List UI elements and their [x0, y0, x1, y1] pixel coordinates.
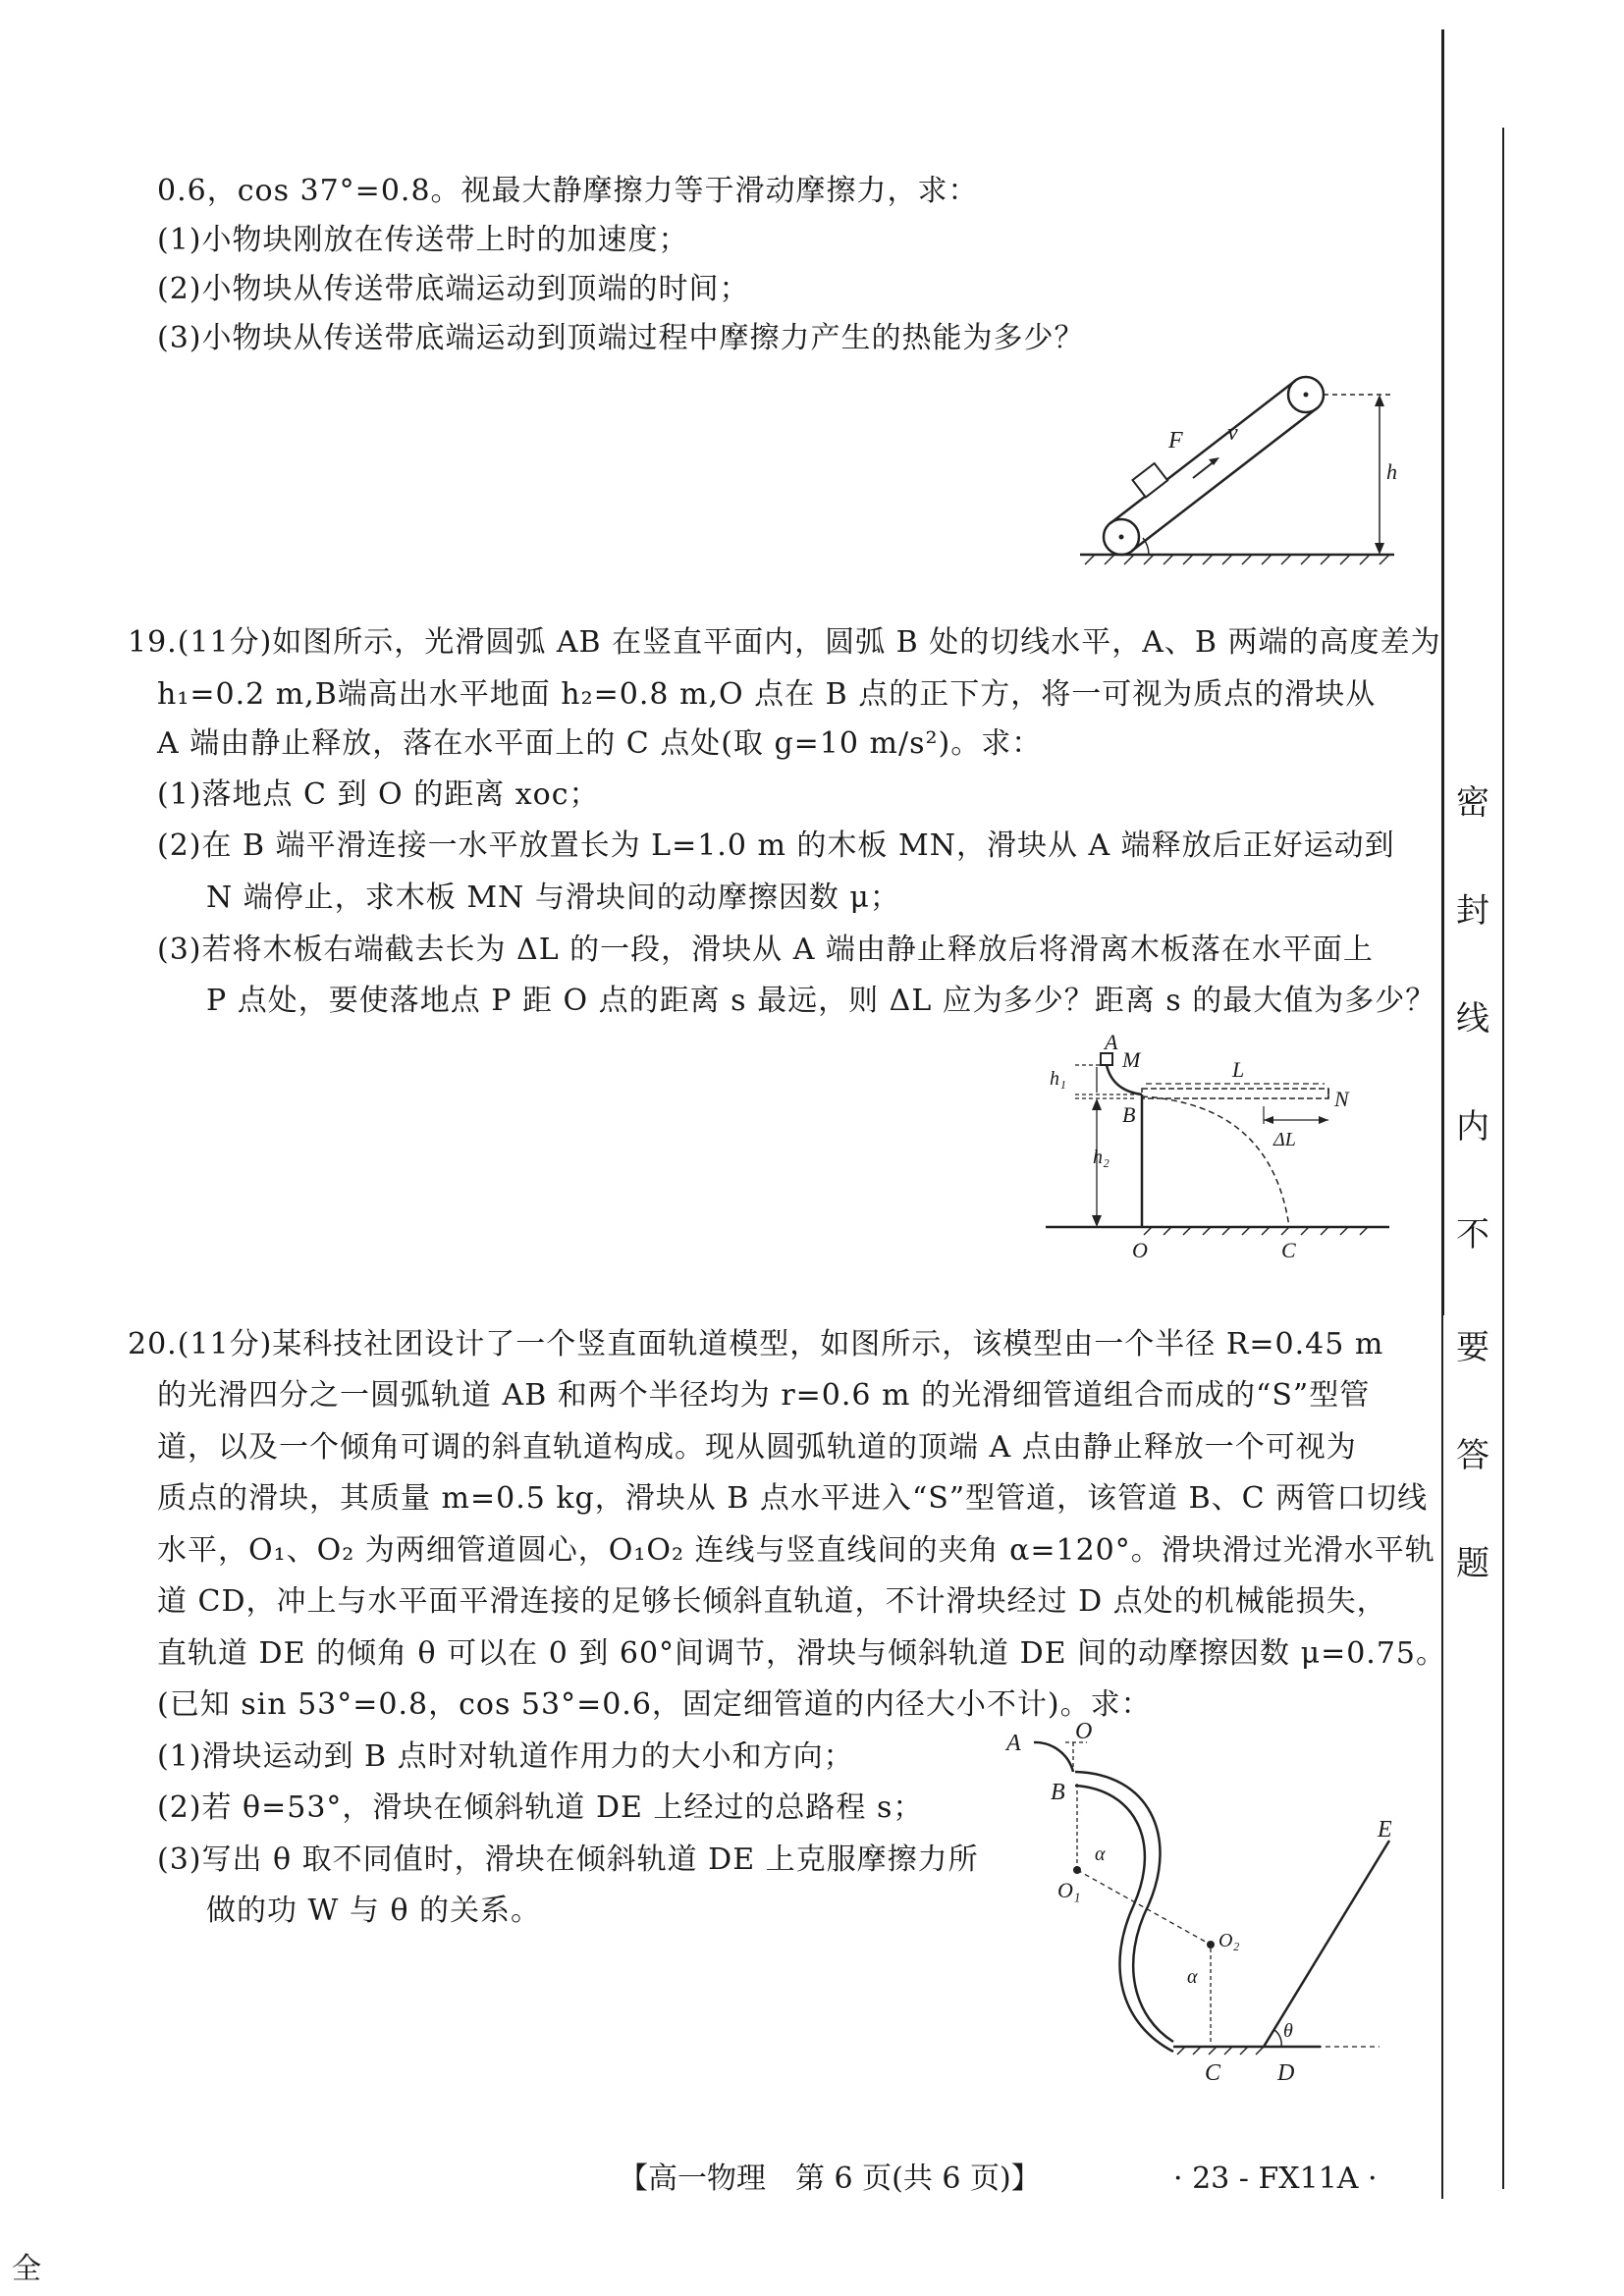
- label-B: B: [1122, 1102, 1136, 1127]
- q18-line-1: 0.6，cos 37°=0.8。视最大静摩擦力等于滑动摩擦力，求：: [157, 174, 979, 208]
- seal-char-3: 线: [1456, 999, 1489, 1039]
- label-A: A: [1105, 1030, 1118, 1054]
- label-v: v: [1227, 420, 1238, 446]
- arc-board-figure: [1036, 1026, 1399, 1266]
- s-track-figure: [997, 1713, 1429, 2096]
- label-M: M: [1122, 1047, 1141, 1072]
- label-O1: O₁: [1057, 1878, 1081, 1902]
- footer-corner-char: 全: [12, 2252, 41, 2286]
- label-h: h: [1386, 459, 1397, 484]
- q19-line-1: 19.(11分)如图所示，光滑圆弧 AB 在竖直平面内，圆弧 B 处的切线水平，A、B 两端的高度差为: [128, 625, 1441, 660]
- q19-line-7: (3)若将木板右端截去长为 ΔL 的一段，滑块从 A 端由静止释放后将滑离木板落在水平面上: [157, 933, 1374, 967]
- label-deltaL: ΔL: [1273, 1129, 1296, 1150]
- q20-line-8: (已知 sin 53°=0.8，cos 53°=0.6，固定细管道的内径大小不计)。求：: [157, 1687, 1152, 1722]
- label-alpha-1: α: [1095, 1843, 1106, 1865]
- seal-char-8: 题: [1456, 1544, 1489, 1583]
- conveyor-belt-figure: [1070, 363, 1404, 569]
- q19-line-5: (2)在 B 端平滑连接一水平放置长为 L=1.0 m 的木板 MN，滑块从 A 端释放后正好运动到: [157, 828, 1395, 863]
- q19-line-8: P 点处，要使落地点 P 距 O 点的距离 s 最远，则 ΔL 应为多少？距离 s 的最大值为多少？: [206, 984, 1436, 1018]
- seal-char-6: 要: [1456, 1328, 1489, 1367]
- label-O: O: [1075, 1719, 1093, 1744]
- q20-line-1: 20.(11分)某科技社团设计了一个竖直面轨道模型，如图所示，该模型由一个半径 R=0.45 m: [128, 1327, 1384, 1362]
- label-D: D: [1277, 2060, 1295, 2086]
- label-C: C: [1281, 1238, 1296, 1262]
- label-A: A: [1006, 1731, 1021, 1756]
- label-E: E: [1378, 1817, 1392, 1842]
- q20-line-4: 质点的滑块，其质量 m=0.5 kg，滑块从 B 点水平进入“S”型管道，该管道 B、C 两管口切线: [157, 1481, 1429, 1516]
- label-h1: h₁: [1050, 1068, 1066, 1090]
- q20-line-11: (3)写出 θ 取不同值时，滑块在倾斜轨道 DE 上克服摩擦力所: [157, 1842, 979, 1877]
- q18-line-4: (3)小物块从传送带底端运动到顶端过程中摩擦力产生的热能为多少？: [157, 321, 1085, 355]
- q20-line-6: 道 CD，冲上与水平面平滑连接的足够长倾斜直轨道，不计滑块经过 D 点处的机械能损失，: [157, 1584, 1387, 1619]
- q20-line-5: 水平，O₁、O₂ 为两细管道圆心，O₁O₂ 连线与竖直线间的夹角 α=120°。滑块滑过光滑水平轨: [157, 1533, 1435, 1568]
- q20-line-9: (1)滑块运动到 B 点时对轨道作用力的大小和方向；: [157, 1739, 854, 1774]
- q20-line-2: 的光滑四分之一圆弧轨道 AB 和两个半径均为 r=0.6 m 的光滑细管道组合而成的“S”型管: [157, 1378, 1371, 1413]
- label-C: C: [1205, 2060, 1221, 2086]
- label-N: N: [1334, 1087, 1349, 1111]
- q19-line-2: h₁=0.2 m,B端高出水平地面 h₂=0.8 m,O 点在 B 点的正下方，将一可视为质点的滑块从: [157, 677, 1377, 712]
- label-theta: θ: [1283, 2020, 1293, 2042]
- q19-line-4: (1)落地点 C 到 O 的距离 xoc；: [157, 777, 600, 812]
- label-alpha-2: α: [1187, 1966, 1198, 1988]
- label-O2: O₂: [1218, 1930, 1240, 1951]
- label-O: O: [1132, 1238, 1148, 1262]
- q19-line-6: N 端停止，求木板 MN 与滑块间的动摩擦因数 μ；: [206, 881, 900, 915]
- seal-char-4: 内: [1456, 1107, 1489, 1147]
- binding-line-right: [1502, 128, 1504, 2189]
- label-L: L: [1232, 1057, 1245, 1082]
- q20-line-3: 道，以及一个倾角可调的斜直轨道构成。现从圆弧轨道的顶端 A 点由静止释放一个可视为: [157, 1430, 1357, 1465]
- seal-char-5: 不: [1456, 1215, 1489, 1255]
- seal-char-7: 答: [1456, 1436, 1489, 1475]
- q20-line-10: (2)若 θ=53°，滑块在倾斜轨道 DE 上经过的总路程 s；: [157, 1790, 924, 1825]
- q20-line-12: 做的功 W 与 θ 的关系。: [206, 1894, 542, 1928]
- q18-line-3: (2)小物块从传送带底端运动到顶端的时间；: [157, 272, 750, 306]
- q18-line-2: (1)小物块刚放在传送带上时的加速度；: [157, 223, 689, 257]
- seal-char-2: 封: [1456, 891, 1489, 931]
- label-B: B: [1051, 1780, 1065, 1805]
- footer-page-info: 【高一物理 第 6 页(共 6 页)】: [619, 2162, 1041, 2196]
- footer-code: · 23 - FX11A ·: [1173, 2162, 1378, 2196]
- q20-line-7: 直轨道 DE 的倾角 θ 可以在 0 到 60°间调节，滑块与倾斜轨道 DE 间的动摩擦因数 μ=0.75。: [157, 1636, 1447, 1671]
- label-h2: h₂: [1093, 1147, 1110, 1168]
- seal-char-1: 密: [1456, 783, 1489, 823]
- q19-line-3: A 端由静止释放，落在水平面上的 C 点处(取 g=10 m/s²)。求：: [157, 726, 1043, 761]
- label-F: F: [1168, 428, 1183, 454]
